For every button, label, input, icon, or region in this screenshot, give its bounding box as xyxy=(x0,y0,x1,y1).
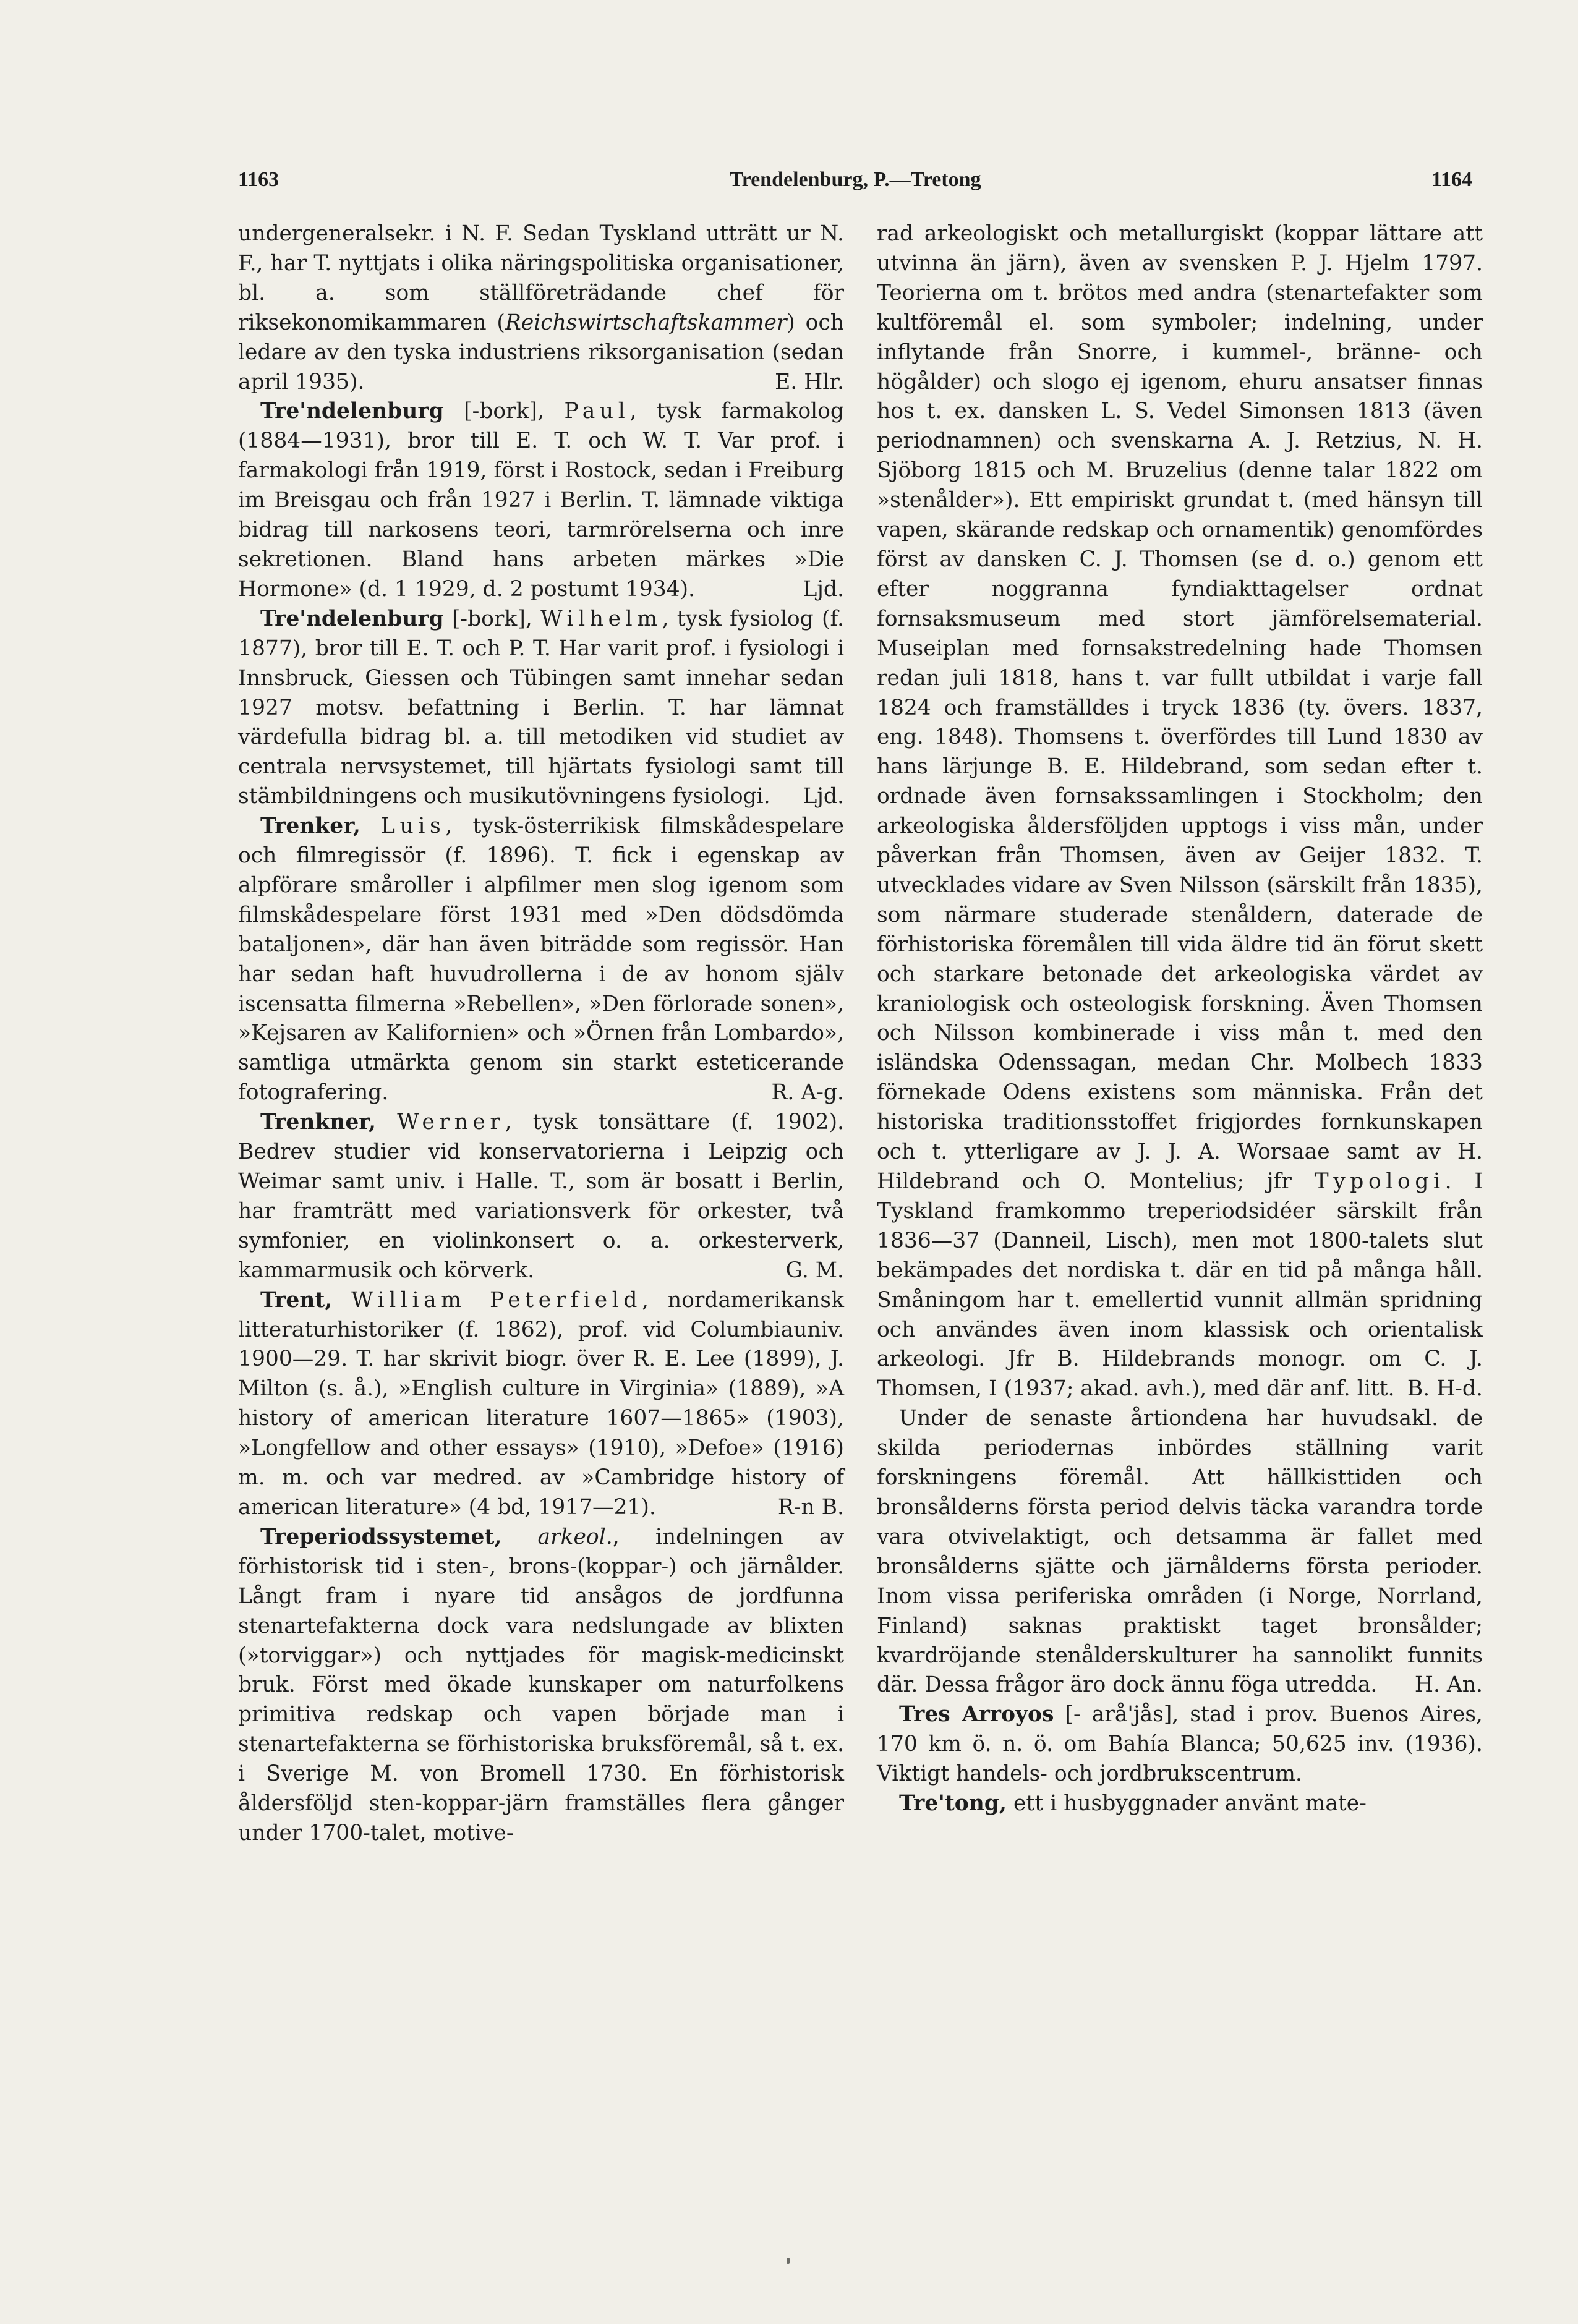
cross-reference: Typologi xyxy=(1314,1169,1445,1194)
person-name: Paul xyxy=(564,399,630,424)
author-signature: Ljd. xyxy=(803,784,844,809)
entry-trent: Trent, William Peterfield, nordamerikansk litteraturhistoriker (f. 1862), prof. vid Columbiauniv. 1900—29. T. har skrivit biogr. över R. E. Lee (1899), J. Milton (s. å.), »English culture in Virginia» (1889), »A history of american literature 1607—1865» (1903), »Longfellow and other essays» (1910), »Defoe» (1916) m. m. och var medred. av »Cambridge history of american literature» (4 bd, 1917—21). R-n B. xyxy=(238,1286,844,1523)
person-name: Luis xyxy=(381,814,446,839)
entry-trendelenburg-wilhelm: Tre'ndelenburg [-bork], Wilhelm, tysk fysiolog (f. 1877), bror till E. T. och P. T. Har varit prof. i fysiologi i Innsbruck, Giessen och Tübingen samt innehar sedan 1927 motsv. befattning i Berlin. T. har lämnat värdefulla bidrag bl. a. till metodiken vid studiet av centrala nervsystemet, till hjärtats fysiologi samt till stämbildningens och musikutövningens fysiologi. Ljd. xyxy=(238,605,844,812)
person-name: Werner xyxy=(397,1110,505,1135)
subject-label: arkeol. xyxy=(537,1524,613,1549)
entry-treperiodssystemet: Treperiodssystemet, arkeol., indelningen av förhistorisk tid i sten-, brons-(koppar-) och järnålder. Långt fram i nyare tid ansågos de jordfunna stenartefakterna dock vara nedslungade av blixten (»torviggar») och nyttjades för magisk-medicinskt bruk. Först med ökade kunskaper om naturfolkens primitiva redskap och vapen började man i stenartefakterna se förhistoriska bruksföremål, så t. ex. i Sverige M. von Bromell 1730. En förhistorisk åldersföljd sten-koppar-järn framställes flera gånger under 1700-talet, motive- xyxy=(238,1524,844,1845)
left-column xyxy=(238,219,844,1849)
entry-trendelenburg-paul: Tre'ndelenburg [-bork], Paul, tysk farmakolog (1884—1931), bror till E. T. och W. T. Var prof. i farmakologi från 1919, först i Rostock, sedan i Freiburg im Breisgau och från 1927 i Berlin. T. lämnade viktiga bidrag till narkosens teori, tarmrörelserna och inre sekretionen. Bland hans arbeten märkes »Die Hormone» (d. 1 1929, d. 2 postumt 1934). Ljd. xyxy=(238,397,844,604)
author-signature: G. M. xyxy=(785,1258,844,1283)
entry-headword: Tre'ndelenburg xyxy=(260,606,444,631)
author-signature: R-n B. xyxy=(777,1494,844,1520)
page-header xyxy=(238,168,1472,205)
page-number-right: 1164 xyxy=(1431,168,1472,191)
entry-headword: Tre'tong, xyxy=(899,1791,1007,1816)
author-signature: Ljd. xyxy=(803,576,844,602)
author-signature: E. Hlr. xyxy=(775,369,844,394)
entry-headword: Trenkner, xyxy=(260,1110,376,1135)
entry-trenkner: Trenkner, Werner, tysk tonsättare (f. 1902). Bedrev studier vid konservatorierna i Leipzig och Weimar samt univ. i Halle. T., som är bosatt i Berlin, har framträtt med variationsverk för orkester, två symfonier, en violinkonsert o. a. orkesterverk, kammarmusik och körverk. G. M. xyxy=(238,1108,844,1285)
entry-subparagraph: Under de senaste årtiondena har huvudsakl. de skilda periodernas inbördes ställning varit forskningens föremål. Att hällkisttiden och bronsålderns första period delvis täcka varandra torde vara otvivelaktigt, och detsamma är fallet med bronsålderns sjätte och järnålderns första perioder. Inom vissa periferiska områden (i Norge, Norrland, Finland) saknas praktiskt taget bronsålder; kvardröjande stenålderskulturer ha sannolikt funnits där. Dessa frågor äro dock ännu föga utredda. H. An. xyxy=(877,1404,1483,1700)
entry-tres-arroyos: Tres Arroyos [- arå'jås], stad i prov. Buenos Aires, 170 km ö. n. ö. om Bahía Blanca; 50,625 inv. (1936). Viktigt handels- och jordbrukscentrum. xyxy=(877,1702,1483,1787)
entry-headword: Tre'ndelenburg xyxy=(260,399,444,424)
page-number-left: 1163 xyxy=(238,168,279,191)
ink-speck xyxy=(787,2258,790,2264)
entry-headword: Trent, xyxy=(260,1287,333,1313)
entry-headword: Trenker, xyxy=(260,814,360,839)
author-signature: R. A-g. xyxy=(771,1080,844,1105)
entry-trenker: Trenker, Luis, tysk-österrikisk filmskådespelare och filmregissör (f. 1896). T. fick i egenskap av alpförare småroller i alpfilmer men slog igenom som filmskådespelare först 1931 med »Den dödsdömda bataljonen», där han även biträdde som regissör. Han har sedan haft huvudrollerna i de av honom själv iscensatta filmerna »Rebellen», »Den förlorade sonen», »Kejsaren av Kalifornien» och »Örnen från Lombardo», samtliga utmärkta genom sin starkt esteticerande fotografering. R. A-g. xyxy=(238,812,844,1108)
author-signature: B. H-d. xyxy=(1407,1376,1483,1402)
running-title: Trendelenburg, P.—Tretong xyxy=(729,168,981,191)
entry-tretong: Tre'tong, ett i husbyggnader använt mate- xyxy=(899,1791,1367,1816)
entry-headword: Treperiodssystemet, xyxy=(260,1524,502,1549)
continued-entry-paragraph: undergeneralsekr. i N. F. Sedan Tyskland utträtt ur N. F., har T. nyttjats i olika näringspolitiska organisationer, bl. a. som ställföreträdande chef för riksekonomikammaren (Reichswirtschaftskammer) och ledare av den tyska industriens riksorganisation (sedan april 1935). E. Hlr. xyxy=(238,219,844,397)
person-name: Wilhelm xyxy=(540,606,662,631)
right-column xyxy=(877,219,1483,1819)
entry-headword: Tres Arroyos xyxy=(899,1702,1054,1727)
author-signature: H. An. xyxy=(1414,1672,1483,1698)
person-name: William Peterfield xyxy=(351,1287,642,1313)
continued-entry-paragraph: rad arkeologiskt och metallurgiskt (koppar lättare att utvinna än järn), även av svensken P. J. Hjelm 1797. Teorierna om t. brötos med andra (stenartefakter som kultföremål el. som symboler; indelning, under inflytande från Snorre, i kummel-, bränne- och högålder) och slogo ej igenom, ehuru ansatser finnas hos t. ex. dansken L. S. Vedel Simonsen 1813 (även periodnamnen) och svenskarna A. J. Retzius, N. H. Sjöborg 1815 och M. Bruzelius (denne talar 1822 om »stenålder»). Ett empiriskt grundat t. (med hänsyn till vapen, skärande redskap och ornamentik) genomfördes först av dansken C. J. Thomsen (se d. o.) genom ett efter noggranna fyndiakttagelser ordnat fornsaksmuseum med stort jämförelsematerial. Museiplan med fornsakstredelning hade Thomsen redan juli 1818, hans t. var fullt utbildat i varje fall 1824 och framställdes i tryck 1836 (ty. övers. 1837, eng. 1848). Thomsens t. överfördes till Lund 1830 av hans lärjunge B. E. Hildebrand, som sedan efter t. ordnade även fornsakssamlingen i Stockholm; den arkeologiska åldersföljden upptogs i viss mån, under påverkan från Thomsen, även av Geijer 1832. T. utvecklades vidare av Sven Nilsson (särskilt från 1835), som närmare studerade stenåldern, daterade de förhistoriska föremålen till vida äldre tid än förut skett och starkare betonade det arkeologiska värdet av kraniologisk och osteologisk forskning. Även Thomsen och Nilsson kombinerade i viss mån t. med den isländska Odenssagan, medan Chr. Molbech 1833 förnekade Odens existens som människa. Från det historiska traditionsstoffet frigjordes fornkunskapen och t. ytterligare av J. J. A. Worsaae samt av H. Hildebrand och O. Montelius; jfr Typologi. I Tyskland framkommo treperiodsidéer särskilt från 1836—37 (Danneil, Lisch), men mot 1800-talets slut bekämpades det nordiska t. där en tid på många håll. Småningom har t. emellertid vunnit allmän spridning och användes även inom klassisk och orientalisk arkeologi. Jfr B. Hildebrands monogr. om C. J. Thomsen, I (1937; akad. avh.), med där anf. litt. B. H-d. xyxy=(877,219,1483,1404)
